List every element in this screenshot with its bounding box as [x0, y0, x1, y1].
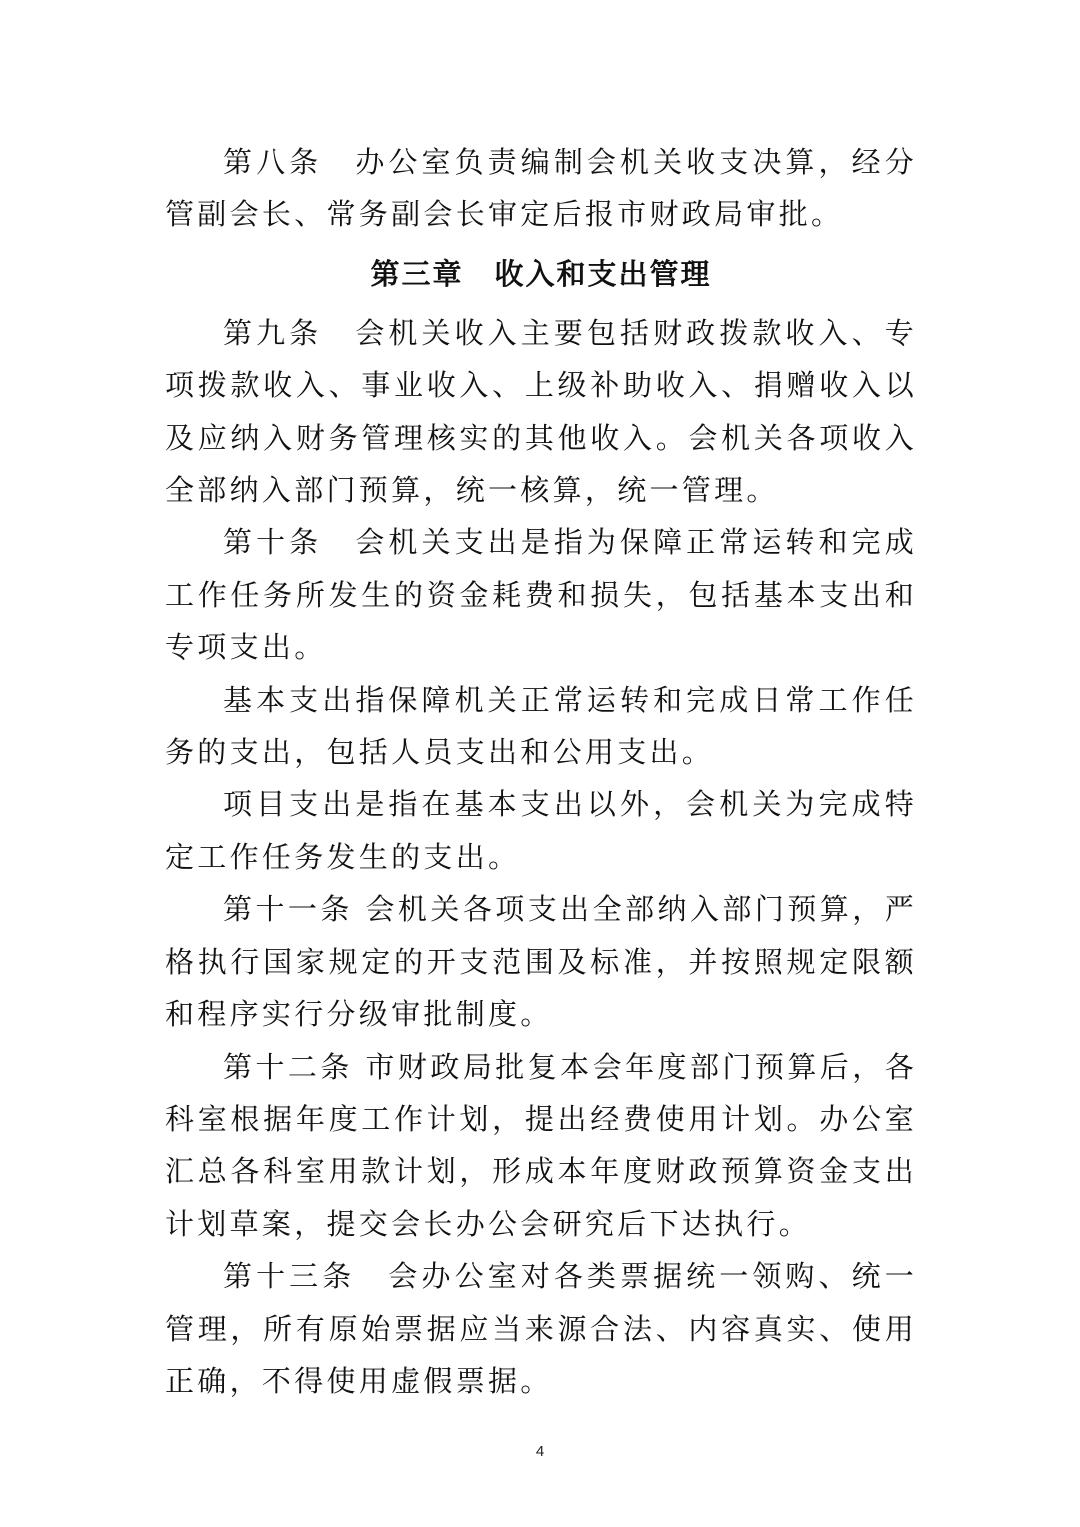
article-12: 第十二条 市财政局批复本会年度部门预算后，各科室根据年度工作计划，提出经费使用计划。办公室汇总各科室用款计划，形成本年度财政预算资金支出计划草案，提交会长办公会研究后下达执行。 [165, 1049, 917, 1241]
article-13: 第十三条 会办公室对各类票据统一领购、统一管理，所有原始票据应当来源合法、内容真实、使用正确，不得使用虚假票据。 [165, 1259, 917, 1398]
document-body [165, 136, 917, 1407]
page-number: 4 [535, 1443, 545, 1460]
chapter-3-heading: 第三章 收入和支出管理 [370, 256, 712, 291]
project-expenditure-paragraph: 项目支出是指在基本支出以外，会机关为完成特定工作任务发生的支出。 [165, 787, 917, 874]
article-9: 第九条 会机关收入主要包括财政拨款收入、专项拨款收入、事业收入、上级补助收入、捐赠收入以及应纳入财务管理核实的其他收入。会机关各项收入全部纳入部门预算，统一核算，统一管理。 [165, 315, 917, 508]
article-8: 第八条 办公室负责编制会机关收支决算，经分管副会长、常务副会长审定后报市财政局审批。 [165, 145, 917, 232]
article-11: 第十一条 会机关各项支出全部纳入部门预算，严格执行国家规定的开支范围及标准，并按照规定限额和程序实行分级审批制度。 [165, 892, 917, 1032]
basic-expenditure-paragraph: 基本支出指保障机关正常运转和完成日常工作任务的支出，包括人员支出和公用支出。 [165, 682, 917, 770]
article-10: 第十条 会机关支出是指为保障正常运转和完成工作任务所发生的资金耗费和损失，包括基本支出和专项支出。 [165, 525, 917, 665]
